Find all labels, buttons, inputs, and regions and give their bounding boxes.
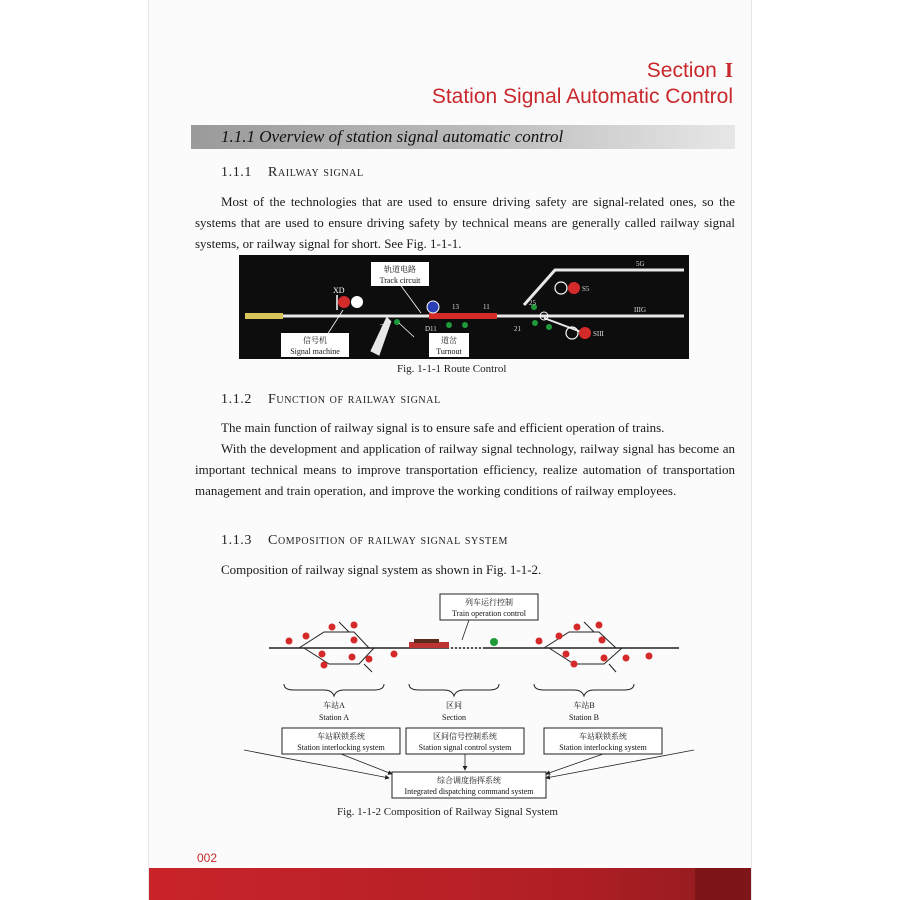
label-station-a-en: Station A: [318, 713, 350, 722]
station-a-track: [299, 632, 369, 648]
paragraph-text: Composition of railway signal system as shown in Fig. 1-1-2.: [221, 562, 542, 577]
leader-line: [399, 283, 421, 313]
label-21: 21: [514, 325, 521, 333]
label-station-b-en: Station B: [568, 713, 600, 722]
label-station-b-cn: 车站B: [573, 701, 595, 710]
signal-red: [329, 624, 336, 631]
signal-s5-off: [555, 282, 567, 294]
subheading-number: 1.1.2: [221, 392, 252, 407]
section-heading: [432, 58, 733, 110]
signal-red: [599, 637, 606, 644]
topic-bar: [191, 125, 735, 149]
brace-section: [409, 684, 499, 696]
paragraph-text: The main function of railway signal is to ensure safe and efficient operation of trains.: [221, 420, 665, 435]
signal-red: [571, 661, 578, 668]
label-s5: S5: [582, 285, 590, 293]
label-25: 25: [529, 299, 536, 307]
signal-siii-red: [579, 327, 591, 339]
callout-signal-machine-en: Signal machine: [290, 347, 340, 356]
signal-s5-red: [568, 282, 580, 294]
signal-red: [391, 651, 398, 658]
label-iiig: IIIG: [634, 306, 647, 314]
route-control-diagram: [239, 255, 689, 359]
figure-route-control: [239, 255, 689, 359]
signal-red: [596, 622, 603, 629]
callout-turnout-en: Turnout: [436, 347, 462, 356]
label-xd: XD: [333, 286, 345, 295]
signal-red: [321, 662, 328, 669]
callout-signal-machine-cn: 信号机: [303, 336, 327, 345]
paragraph-composition: [195, 559, 735, 580]
figure-caption-signal-system: Fig. 1-1-2 Composition of Railway Signal System: [337, 806, 558, 818]
green-dot: [446, 322, 452, 328]
subheading-number: 1.1.1: [221, 165, 252, 180]
paragraph-text: With the development and application of railway signal technology, railway signal has become an important technical means to improve transportation efficiency, realize automation of transportation management and train operation, and improve the working conditions of railway employees.: [195, 441, 735, 498]
signal-red: [556, 633, 563, 640]
subheading-composition: [221, 533, 508, 549]
label-station-a-cn: 车站A: [323, 701, 345, 710]
signal-red: [286, 638, 293, 645]
leader-line: [399, 323, 414, 337]
signal-red: [349, 654, 356, 661]
station-a-track: [304, 648, 374, 664]
topic-title: 1.1.1 Overview of station signal automatic control: [221, 127, 564, 146]
station-a-track: [339, 622, 349, 632]
label-11: 11: [483, 303, 490, 311]
station-b-track: [584, 622, 594, 632]
station-b-track: [549, 648, 622, 664]
subheading-function: [221, 392, 441, 408]
train-icon: [414, 639, 439, 643]
signal-red: [623, 655, 630, 662]
leader-line: [327, 310, 343, 335]
signal-red: [646, 653, 653, 660]
track-stub: [245, 313, 283, 319]
green-dot: [532, 320, 538, 326]
signal-red: [563, 651, 570, 658]
box-interlock-b-cn: 车站联锁系统: [579, 732, 627, 741]
subheading-number: 1.1.3: [221, 533, 252, 548]
figure-caption-route-control: Fig. 1-1-1 Route Control: [397, 363, 507, 375]
subheading-text: Railway signal: [268, 165, 364, 180]
brace-station-a: [284, 684, 384, 696]
signal-red: [319, 651, 326, 658]
footer-band-end: [695, 868, 751, 900]
box-interlock-a-cn: 车站联锁系统: [317, 732, 365, 741]
label-5g: 5G: [636, 260, 645, 268]
box-section-control-en: Station signal control system: [418, 743, 512, 752]
signal-red: [303, 633, 310, 640]
station-b-track: [609, 664, 616, 672]
signal-red: [351, 637, 358, 644]
callout-turnout-cn: 道岔: [441, 336, 457, 345]
brace-station-b: [534, 684, 634, 696]
signal-white-light: [351, 296, 363, 308]
subheading-railway-signal: [221, 165, 364, 181]
box-dispatch-cn: 综合调度指挥系统: [437, 776, 501, 785]
box-section-control-cn: 区间信号控制系统: [433, 732, 497, 741]
label-section-en: Section: [442, 713, 466, 722]
book-page: [148, 0, 752, 900]
section-number: I: [724, 58, 733, 82]
signal-green: [490, 638, 498, 646]
signal-red-light: [338, 296, 350, 308]
footer-band: [149, 868, 751, 900]
siding-5g: [524, 270, 684, 305]
label-13: 13: [452, 303, 459, 311]
leader-line: [462, 620, 469, 640]
paragraph-railway-signal: [195, 191, 735, 254]
arrow: [546, 754, 603, 774]
page-number: 002: [197, 851, 218, 865]
paragraph-function: [195, 417, 735, 501]
signal-red: [536, 638, 543, 645]
signal-red: [351, 622, 358, 629]
callout-track-circuit-cn: 轨道电路: [384, 265, 416, 274]
signal-red: [366, 656, 373, 663]
signal-red: [574, 624, 581, 631]
green-dot: [546, 324, 552, 330]
station-a-track: [364, 664, 372, 672]
station-b-signals: [536, 622, 653, 668]
arrow: [341, 754, 392, 774]
section-title: Station Signal Automatic Control: [431, 85, 733, 108]
signal-red: [601, 655, 608, 662]
signal-blue-light: [427, 301, 439, 313]
track-circuit-segment: [429, 313, 497, 319]
label-7: 7: [380, 323, 384, 331]
label-section-cn: 区间: [446, 701, 462, 710]
paragraph-text: Most of the technologies that are used to ensure driving safety are signal-related ones, so the systems that are used to ensure driving safety by technical means are generally called railway signal systems, or railway signal for short. See Fig. 1-1-1.: [195, 194, 735, 251]
station-a-signals: [286, 622, 398, 669]
callout-track-circuit-en: Track circuit: [379, 276, 421, 285]
box-train-control-cn: 列车运行控制: [465, 598, 513, 607]
box-interlock-b-en: Station interlocking system: [559, 743, 647, 752]
box-interlock-a-en: Station interlocking system: [297, 743, 385, 752]
label-siii: SIII: [593, 330, 604, 338]
section-label: Section: [646, 59, 717, 82]
label-d11: D11: [425, 325, 437, 333]
subheading-text: Function of railway signal: [268, 392, 441, 407]
box-train-control-en: Train operation control: [452, 609, 526, 618]
box-dispatch-en: Integrated dispatching command system: [404, 787, 534, 796]
green-dot: [394, 319, 400, 325]
figure-signal-system: [244, 592, 704, 804]
green-dot: [462, 322, 468, 328]
subheading-text: Composition of railway signal system: [268, 533, 508, 548]
